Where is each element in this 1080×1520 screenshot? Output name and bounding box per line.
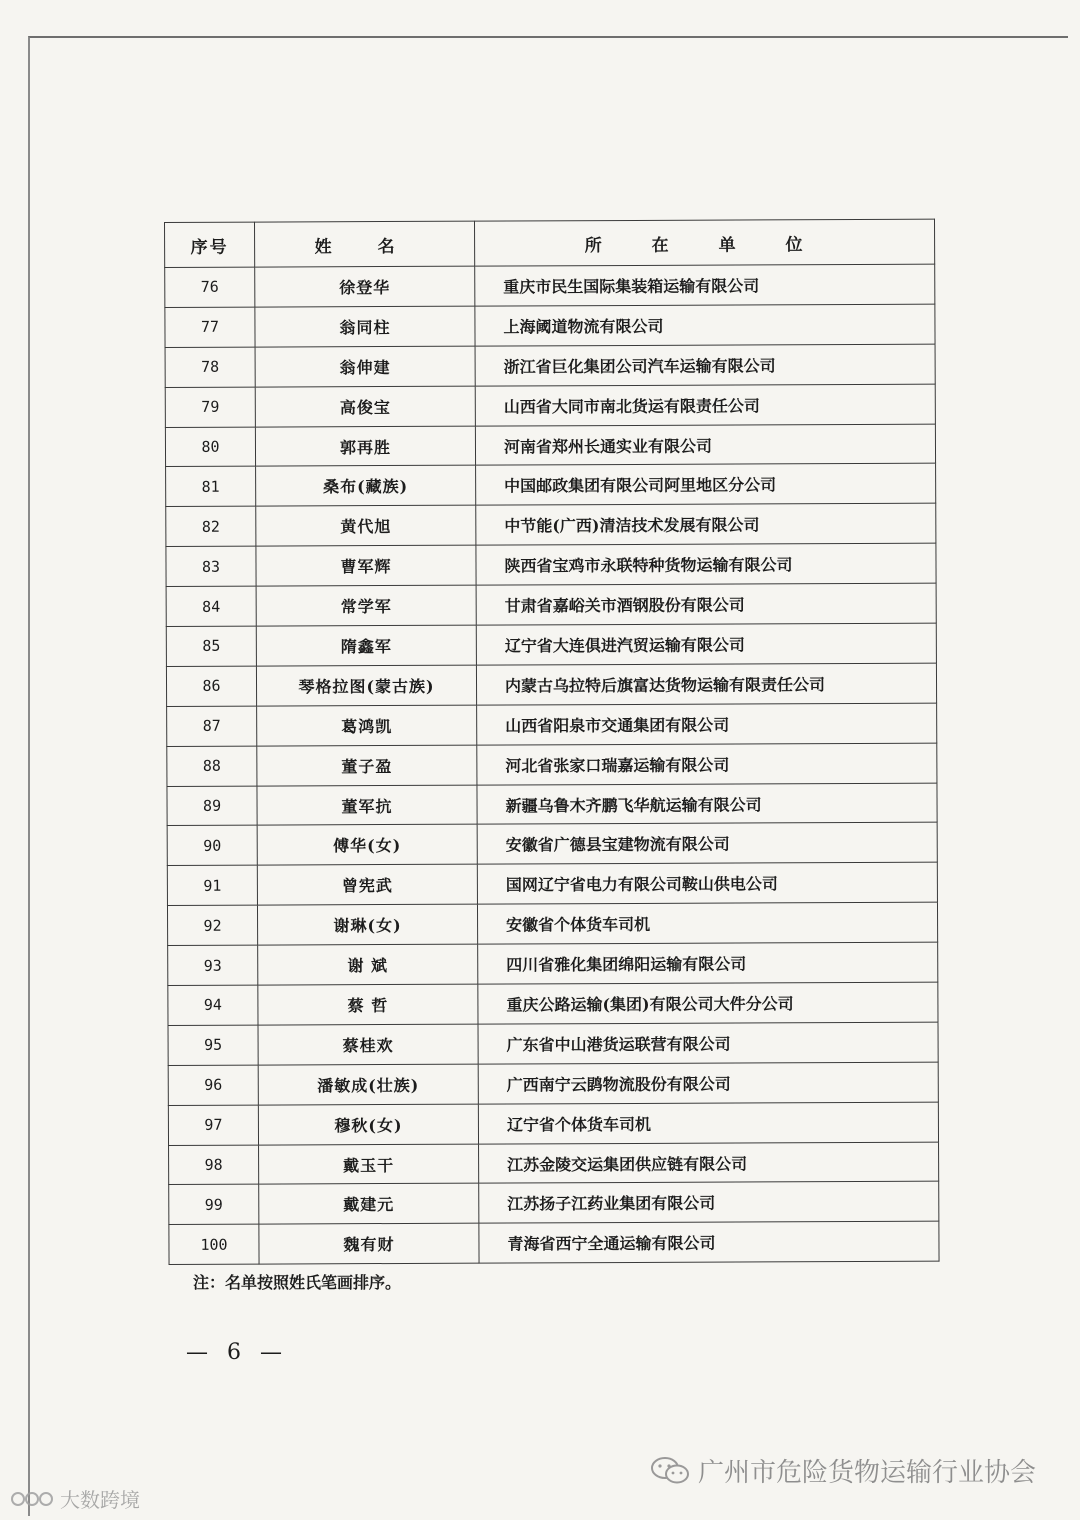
cell-seq: 90 [167,826,257,866]
cell-unit: 新疆乌鲁木齐鹏飞华航运输有限公司 [477,783,937,825]
cell-unit: 江苏扬子江药业集团有限公司 [479,1182,939,1224]
wechat-icon [650,1456,690,1486]
cell-name: 隋鑫军 [256,625,476,666]
cell-unit: 国网辽宁省电力有限公司鞍山供电公司 [477,862,937,904]
cell-seq: 99 [169,1185,259,1225]
cell-seq: 98 [169,1145,259,1185]
cell-name: 谢 斌 [258,944,478,985]
cell-name: 蔡 哲 [258,984,478,1025]
table-row [169,1222,939,1265]
cell-unit: 广西南宁云鹍物流股份有限公司 [478,1062,938,1104]
table-row [168,1102,938,1145]
header-name: 姓 名 [255,221,475,267]
cell-name: 董子盈 [257,745,477,786]
cell-seq: 81 [166,467,256,507]
table-row [165,344,935,387]
cell-seq: 96 [168,1065,258,1105]
cell-unit: 四川省雅化集团绵阳运输有限公司 [478,942,938,984]
cell-seq: 94 [168,985,258,1025]
cell-seq: 82 [166,506,256,546]
cell-unit: 安徽省个体货车司机 [477,902,937,944]
watermark-brand [10,1484,140,1513]
cell-unit: 中节能(广西)清洁技术发展有限公司 [476,503,936,545]
cell-name: 戴玉干 [259,1144,479,1185]
table-row [167,783,937,826]
brand-logo-icon [10,1488,54,1510]
table-row [169,1142,939,1185]
header-seq: 序号 [165,222,255,267]
table-row [165,384,935,427]
watermark-left-text: 大数跨境 [60,1488,140,1512]
table-row [166,503,936,546]
cell-seq: 84 [166,586,256,626]
watermark-right-text: 广州市危险货物运输行业协会 [698,1458,1037,1488]
cell-unit: 河南省郑州长通实业有限公司 [475,424,935,466]
table-row [166,543,936,586]
cell-seq: 89 [167,786,257,826]
cell-unit: 山西省大同市南北货运有限责任公司 [475,384,935,426]
table-note: 注：名单按照姓氏笔画排序。 [193,1273,402,1292]
cell-name: 郭再胜 [255,426,475,467]
cell-unit: 安徽省广德县宝建物流有限公司 [477,823,937,865]
watermark-association [650,1452,1036,1489]
cell-name: 董军抗 [257,785,477,826]
header-unit: 所 在 单 位 [474,219,934,266]
cell-unit: 山西省阳泉市交通集团有限公司 [477,703,937,745]
table-row [166,583,936,626]
cell-unit: 辽宁省个体货车司机 [478,1102,938,1144]
table-row [167,743,937,786]
cell-unit: 中国邮政集团有限公司阿里地区分公司 [476,464,936,506]
table-header-row [165,219,935,267]
cell-unit: 内蒙古乌拉特后旗富达货物运输有限责任公司 [476,663,936,705]
cell-name: 戴建元 [259,1184,479,1225]
cell-seq: 77 [165,307,255,347]
cell-seq: 97 [168,1105,258,1145]
cell-name: 傅华(女) [257,825,477,866]
cell-name: 高俊宝 [255,386,475,427]
table-row [167,703,937,746]
cell-seq: 83 [166,546,256,586]
table-row [165,424,935,467]
table-row [167,902,937,945]
cell-name: 穆秋(女) [258,1104,478,1145]
table-row [168,1022,938,1065]
cell-name: 常学军 [256,585,476,626]
table-row [166,663,936,706]
table-row [168,1062,938,1105]
cell-seq: 78 [165,347,255,387]
table-row [168,942,938,985]
cell-seq: 92 [167,905,257,945]
cell-unit: 浙江省巨化集团公司汽车运输有限公司 [475,344,935,386]
cell-seq: 93 [168,945,258,985]
table-row [166,623,936,666]
cell-name: 翁伸建 [255,346,475,387]
cell-name: 曾宪武 [257,864,477,905]
cell-name: 谢琳(女) [257,904,477,945]
cell-seq: 100 [169,1224,259,1264]
cell-unit: 甘肃省嘉峪关市酒钢股份有限公司 [476,583,936,625]
cell-seq: 86 [166,666,256,706]
cell-name: 徐登华 [255,266,475,307]
cell-name: 桑布(藏族) [256,466,476,507]
cell-seq: 76 [165,267,255,307]
cell-name: 琴格拉图(蒙古族) [256,665,476,706]
cell-seq: 91 [167,865,257,905]
table-row [169,1182,939,1225]
cell-seq: 79 [165,387,255,427]
table-row [168,982,938,1025]
cell-name: 蔡桂欢 [258,1024,478,1065]
page-number: — 6 — [186,1340,288,1365]
cell-unit: 青海省西宁全通运输有限公司 [479,1222,939,1264]
name-list-table [164,219,940,1266]
cell-unit: 广东省中山港货运联营有限公司 [478,1022,938,1064]
cell-name: 黄代旭 [256,505,476,546]
cell-name: 葛鸿凯 [257,705,477,746]
cell-unit: 上海阈道物流有限公司 [475,304,935,346]
cell-unit: 重庆公路运输(集团)有限公司大件分公司 [478,982,938,1024]
cell-unit: 河北省张家口瑞嘉运输有限公司 [477,743,937,785]
cell-name: 魏有财 [259,1224,479,1265]
name-list-table-wrapper [164,219,939,1266]
cell-seq: 95 [168,1025,258,1065]
cell-seq: 80 [165,427,255,467]
cell-unit: 江苏金陵交运集团供应链有限公司 [479,1142,939,1184]
cell-seq: 87 [167,706,257,746]
table-row [166,464,936,507]
cell-name: 曹军辉 [256,545,476,586]
table-row [165,304,935,347]
cell-name: 翁同柱 [255,306,475,347]
cell-unit: 辽宁省大连俱进汽贸运输有限公司 [476,623,936,665]
table-row [167,823,937,866]
cell-unit: 重庆市民生国际集装箱运输有限公司 [475,264,935,306]
cell-seq: 85 [166,626,256,666]
cell-seq: 88 [167,746,257,786]
cell-unit: 陕西省宝鸡市永联特种货物运输有限公司 [476,543,936,585]
table-row [167,862,937,905]
table-row [165,264,935,307]
cell-name: 潘敏成(壮族) [258,1064,478,1105]
